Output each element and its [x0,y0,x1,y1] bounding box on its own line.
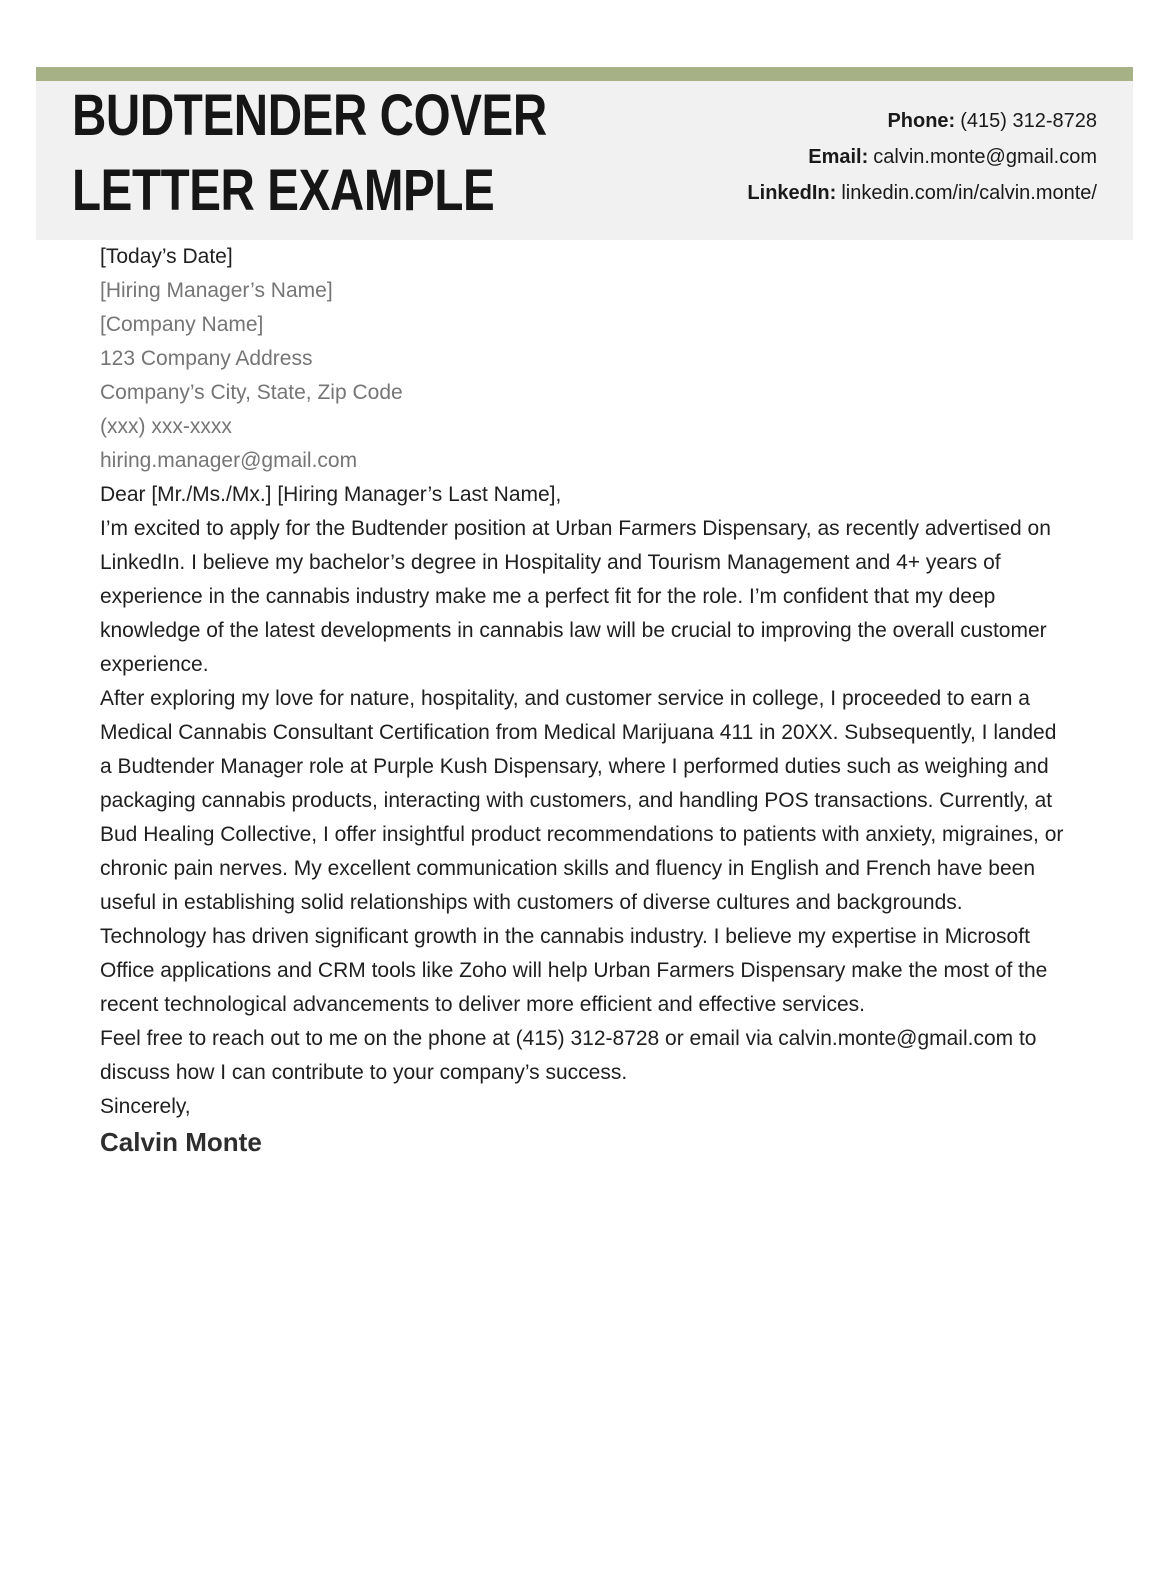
contact-info [747,81,1133,211]
recipient-company: [Company Name] [100,313,264,336]
paragraph-experience: After exploring my love for nature, hospitality, and customer service in college, I proceeded to earn a Medical Cannabis Consultant Certification from Medical Marijuana 411 in 20XX. Subsequently, I landed a Budtender Manager role at Purple Kush Dispensary, where I performed duties such as weighing and packaging cannabis products, interacting with customers, and handling POS transactions. Currently, at Bud Healing Collective, I offer insightful product recommendations to patients with anxiety, migraines, or chronic pain nerves. My excellent communication skills and fluency in English and French have been useful in establishing solid relationships with customers of diverse cultures and backgrounds. [100,687,1064,914]
salutation: Dear [Mr./Ms./Mx.] [Hiring Manager’s Last Name], [100,483,562,506]
linkedin-value: linkedin.com/in/calvin.monte/ [841,182,1097,204]
page-title [36,78,651,228]
recipient-address: 123 Company Address [100,347,313,370]
header-block [36,81,1133,240]
linkedin-label: LinkedIn: [747,182,837,204]
paragraph-intro: I’m excited to apply for the Budtender position at Urban Farmers Dispensary, as recently advertised on LinkedIn. I believe my bachelor’s degree in Hospitality and Tourism Management and 4+ years of experience in the cannabis industry make me a perfect fit for the role. I’m confident that my deep knowledge of the latest developments in cannabis law will be crucial to improving the overall customer experience. [100,517,1051,676]
cover-letter-page [0,67,1166,1576]
letter-body [100,240,1066,1160]
signature-name: Calvin Monte [100,1127,262,1157]
recipient-city-state-zip: Company’s City, State, Zip Code [100,381,403,404]
paragraph-technology: Technology has driven significant growth in the cannabis industry. I believe my expertise in Microsoft Office applications and CRM tools like Zoho will help Urban Farmers Dispensary make the most of the recent technological advancements to deliver more efficient and effective services. [100,925,1048,1016]
email-label: Email: [808,146,869,168]
recipient-name: [Hiring Manager’s Name] [100,279,333,302]
recipient-block [100,274,1066,478]
contact-email [747,139,1097,175]
contact-phone [747,103,1097,139]
closing: Sincerely, [100,1095,191,1118]
paragraph-call-to-action: Feel free to reach out to me on the phone at (415) 312-8728 or email via calvin.monte@gmail.com to discuss how I can contribute to your company’s success. [100,1027,1037,1084]
recipient-email: hiring.manager@gmail.com [100,449,358,472]
letter-header [36,67,1133,240]
email-value: calvin.monte@gmail.com [873,146,1097,168]
page-title-line-1: BUDTENDER COVER [72,83,547,148]
contact-linkedin [747,175,1097,211]
date-placeholder: [Today’s Date] [100,245,233,268]
recipient-phone: (xxx) xxx-xxxx [100,415,232,438]
page-title-line-2: LETTER EXAMPLE [72,158,495,223]
phone-label: Phone: [887,110,956,132]
phone-value: (415) 312-8728 [960,110,1097,132]
